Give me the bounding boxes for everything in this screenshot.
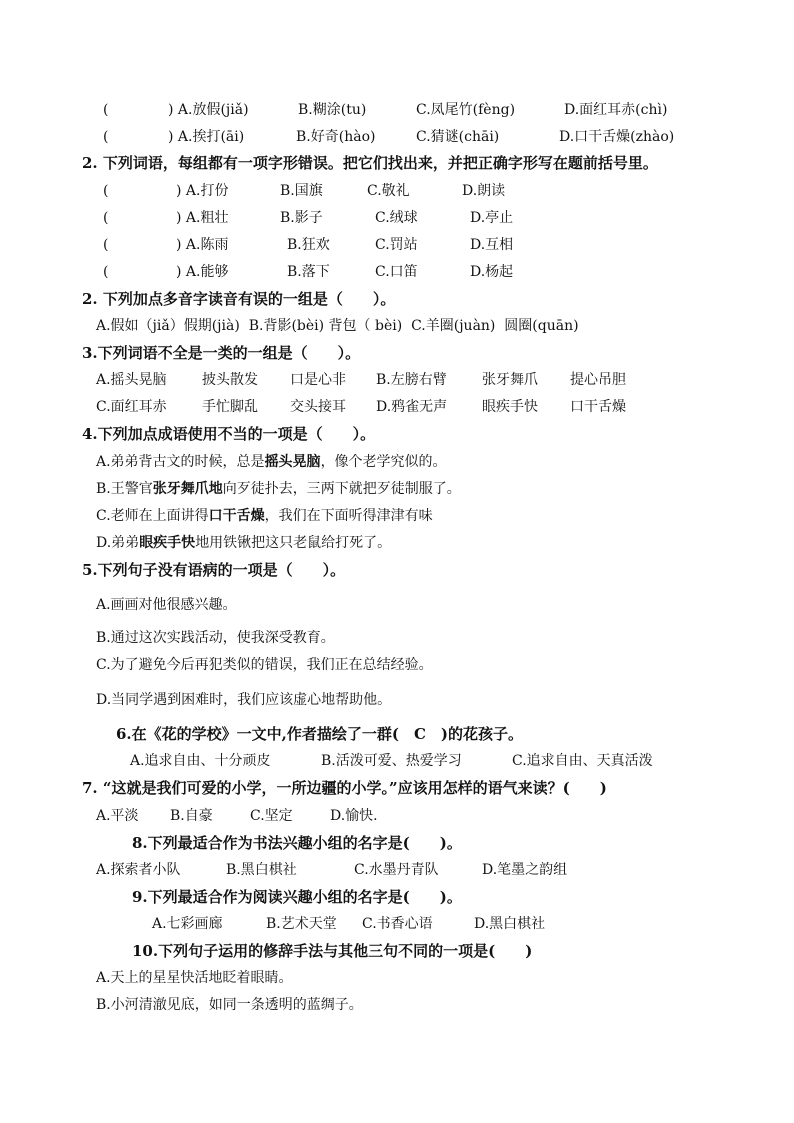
option-a: A.摇头晃脑	[96, 372, 167, 388]
question-9-title: 9.下列最适合作为阅读兴趣小组的名字是( )。	[132, 888, 462, 906]
question-2b-title: 2. 下列加点多音字读音有误的一组是（ ）。	[82, 290, 396, 308]
dotted-idiom: 张牙舞爪地	[152, 481, 223, 497]
option-c: C.口笛	[375, 264, 418, 280]
option-a: A.平淡	[96, 808, 139, 824]
option-text: ，我们在下面听得津津有味	[264, 508, 433, 524]
question-4-title: 4.下列加点成语使用不当的一项是（ ）。	[82, 425, 376, 443]
option-word: 提心吊胆	[570, 372, 626, 388]
option-text: C.老师在上面讲得	[96, 508, 209, 524]
option-a: ) A.粗壮	[176, 210, 229, 226]
q10-option-b: B.小河清澈见底，如同一条透明的蓝绸子。	[96, 997, 363, 1013]
option-b: B.糊涂(tu)	[298, 102, 367, 118]
option-text: A.弟弟背古文的时候，总是	[96, 454, 265, 470]
q4-option-c	[96, 507, 433, 525]
option-a: A.追求自由、十分顽皮	[130, 753, 271, 769]
option-word: 眼疾手快	[482, 399, 538, 415]
option-a: A.探索者小队	[96, 862, 181, 878]
option-text: 地用铁锹把这只老鼠给打死了。	[195, 535, 392, 551]
question-8-title: 8.下列最适合作为书法兴趣小组的名字是( )。	[132, 834, 462, 852]
answer-bracket-open: (	[103, 102, 109, 118]
option-c: C.面红耳赤	[96, 399, 167, 415]
option-c: C.凤尾竹(fèng)	[416, 102, 516, 118]
option-d: D.鸦雀无声	[376, 399, 448, 415]
option-b: B.狂欢	[287, 237, 330, 253]
answer-bracket-open: (	[103, 237, 109, 253]
option-word: 张牙舞爪	[482, 372, 538, 388]
option-d: D.黑白棋社	[474, 916, 546, 932]
option-text: D.弟弟	[96, 535, 140, 551]
q10-option-a: A.天上的星星快活地眨着眼睛。	[96, 970, 293, 986]
option-d: D.杨起	[470, 264, 514, 280]
option-c: C.追求自由、天真活泼	[512, 753, 653, 769]
question-3-title: 3.下列词语不全是一类的一组是（ ）。	[82, 344, 361, 362]
option-c: C.敬礼	[367, 183, 410, 199]
q5-option-d: D.当同学遇到困难时，我们应该虚心地帮助他。	[96, 692, 392, 708]
option-d: D.面红耳赤(chì)	[564, 102, 668, 118]
q4-option-a	[96, 453, 447, 471]
option-d: D.笔墨之韵组	[482, 862, 568, 878]
dotted-idiom: 口干舌燥	[208, 508, 265, 524]
option-d: D.口干舌燥(zhào)	[559, 129, 675, 145]
option-c: C.绒球	[375, 210, 418, 226]
question-7-title: 7. “这就是我们可爱的小学，一所边疆的小学。”应该用怎样的语气来读？( )	[82, 779, 607, 797]
q4-option-d	[96, 534, 391, 552]
q5-option-c: C.为了避免今后再犯类似的错误，我们正在总结经验。	[96, 657, 433, 673]
dotted-idiom: 摇头晃脑	[264, 454, 321, 470]
option-word: 披头散发	[202, 372, 258, 388]
question-10-title: 10.下列句子运用的修辞手法与其他三句不同的一项是( )	[132, 942, 533, 960]
option-text: ，像个老学究似的。	[320, 454, 447, 470]
q5-option-b: B.通过这次实践活动，使我深受教育。	[96, 630, 335, 646]
option-word: 手忙脚乱	[202, 399, 258, 415]
question-2b-options: A.假如（jiǎ）假期(jià) B.背影(bèi) 背包（ bèi) C.羊圈(juàn) 圆圈(quān)	[96, 318, 579, 334]
option-b: B.黑白棋社	[226, 862, 297, 878]
option-text: B.王警官	[96, 481, 153, 497]
option-d: D.朗读	[462, 183, 506, 199]
option-d: D.互相	[470, 237, 514, 253]
option-b: B.落下	[287, 264, 330, 280]
q5-option-a: A.画画对他很感兴趣。	[96, 597, 237, 613]
answer-bracket-open: (	[103, 210, 109, 226]
q4-option-b	[96, 480, 461, 498]
question-5-title: 5.下列句子没有语病的一项是（ ）。	[82, 561, 346, 579]
option-a: ) A.能够	[176, 264, 229, 280]
option-word: 口是心非	[290, 372, 346, 388]
option-c: C.书香心语	[362, 916, 433, 932]
option-b: B.国旗	[280, 183, 323, 199]
option-a: ) A.挨打(āi)	[168, 129, 245, 145]
option-b: B.自豪	[170, 808, 213, 824]
option-b: B.艺术天堂	[266, 916, 337, 932]
option-a: ) A.打份	[176, 183, 229, 199]
question-2-title: 2. 下列词语，每组都有一项字形错误。把它们找出来，并把正确字形写在题前括号里。	[82, 154, 658, 172]
dotted-idiom: 眼疾手快	[139, 535, 196, 551]
option-text: 向歹徒扑去，三两下就把歹徒制服了。	[222, 481, 461, 497]
option-b: B.活泼可爱、热爱学习	[321, 753, 462, 769]
option-word: 交头接耳	[290, 399, 346, 415]
answer-bracket-open: (	[103, 183, 109, 199]
option-a: A.七彩画廊	[152, 916, 223, 932]
option-word: 口干舌燥	[570, 399, 626, 415]
question-6-title: 6.在《花的学校》一文中,作者描绘了一群( C )的花孩子。	[116, 725, 524, 743]
option-c: C.猜谜(chāi)	[416, 129, 500, 145]
option-a: ) A.放假(jiǎ)	[168, 102, 249, 118]
option-b: B.好奇(hào)	[296, 129, 376, 145]
option-d: D.亭止	[470, 210, 514, 226]
option-a: ) A.陈雨	[176, 237, 229, 253]
answer-bracket-open: (	[103, 264, 109, 280]
option-c: C.水墨丹青队	[354, 862, 439, 878]
option-b: B.影子	[280, 210, 323, 226]
option-c: C.罚站	[375, 237, 418, 253]
option-d: D.愉快.	[330, 808, 378, 824]
option-b: B.左膀右臂	[376, 372, 447, 388]
option-c: C.坚定	[250, 808, 293, 824]
answer-bracket-open: (	[103, 129, 109, 145]
